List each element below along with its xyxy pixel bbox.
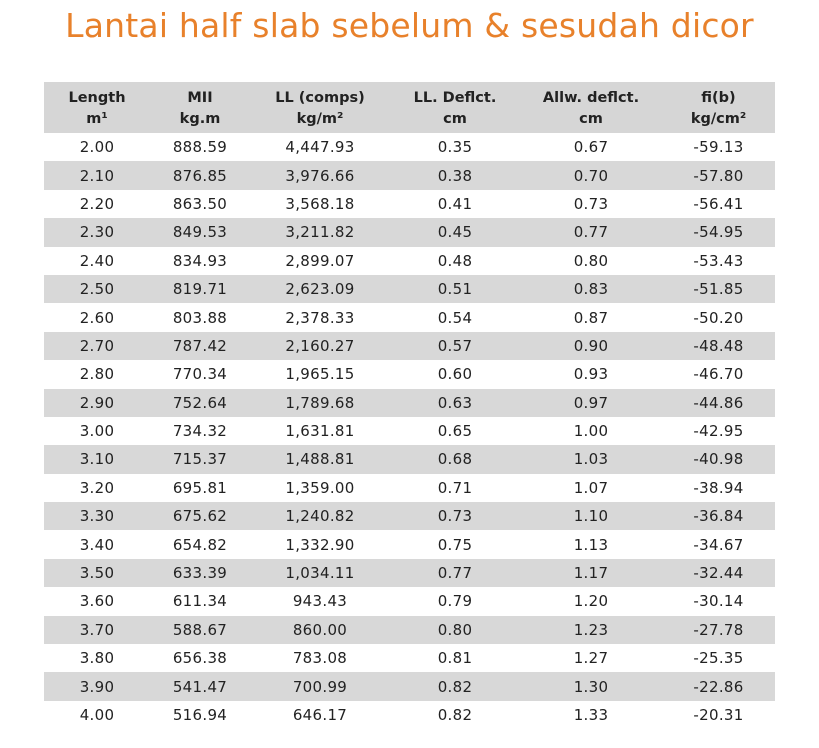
table-body bbox=[44, 133, 775, 729]
table-row bbox=[44, 474, 775, 502]
table-cell: -59.13 bbox=[693, 138, 744, 157]
table-row bbox=[44, 445, 775, 473]
table-cell: -27.78 bbox=[662, 616, 775, 644]
table-cell: 1.00 bbox=[573, 422, 609, 441]
table-row bbox=[44, 417, 775, 445]
table-cell: 2.20 bbox=[79, 194, 115, 213]
table-cell: 633.39 bbox=[150, 559, 250, 587]
table-cell: 3,568.18 bbox=[285, 194, 355, 213]
table-cell: 3.80 bbox=[79, 649, 115, 668]
table-row bbox=[44, 587, 775, 615]
table-cell: 1.03 bbox=[520, 445, 662, 473]
table-cell: 1.27 bbox=[573, 649, 609, 668]
table-cell: 2,623.09 bbox=[250, 275, 390, 303]
table-cell: -50.20 bbox=[693, 308, 744, 327]
column-header bbox=[44, 82, 150, 133]
table-cell: 770.34 bbox=[172, 365, 228, 384]
table-cell: 0.82 bbox=[437, 706, 473, 724]
table-cell: 0.90 bbox=[520, 332, 662, 360]
table-cell: 3.00 bbox=[79, 422, 115, 441]
table-cell: 1.10 bbox=[520, 502, 662, 530]
table-cell: 3.10 bbox=[44, 445, 150, 473]
table-cell: 0.77 bbox=[390, 559, 520, 587]
table-row bbox=[44, 644, 775, 672]
column-header-label: fi(b) bbox=[701, 90, 736, 106]
table-cell: 516.94 bbox=[172, 706, 228, 724]
column-header bbox=[662, 82, 775, 133]
table-cell: 654.82 bbox=[172, 535, 228, 554]
table-cell: 943.43 bbox=[292, 592, 348, 611]
table-cell: 0.38 bbox=[390, 161, 520, 189]
column-header bbox=[390, 82, 520, 133]
column-header bbox=[250, 82, 390, 133]
table-cell: 675.62 bbox=[150, 502, 250, 530]
table-cell: 656.38 bbox=[172, 649, 228, 668]
table-row bbox=[44, 616, 775, 644]
table-cell: 752.64 bbox=[150, 389, 250, 417]
table-cell: -44.86 bbox=[662, 389, 775, 417]
column-header-unit: kg/m² bbox=[296, 111, 344, 127]
table-row bbox=[44, 332, 775, 360]
table-cell: 2.80 bbox=[79, 365, 115, 384]
table-cell: 2.00 bbox=[79, 138, 115, 157]
column-header-unit: cm bbox=[579, 111, 603, 127]
table-cell: 2.90 bbox=[44, 389, 150, 417]
column-header bbox=[150, 82, 250, 133]
column-header bbox=[520, 82, 662, 133]
table-header bbox=[44, 82, 775, 133]
table-cell: 1.07 bbox=[573, 478, 609, 497]
table-cell: 3.30 bbox=[44, 502, 150, 530]
table-cell: 1,965.15 bbox=[285, 365, 355, 384]
table-row bbox=[44, 133, 775, 161]
column-header-label: Allw. deflct. bbox=[542, 90, 640, 106]
table-cell: 4,447.93 bbox=[285, 138, 355, 157]
table-cell: -46.70 bbox=[693, 365, 744, 384]
table-cell: 646.17 bbox=[292, 706, 348, 724]
table-cell: 734.32 bbox=[172, 422, 228, 441]
table-row bbox=[44, 530, 775, 558]
table-cell: 0.67 bbox=[573, 138, 609, 157]
table-cell: 849.53 bbox=[150, 218, 250, 246]
table-cell: 3.70 bbox=[44, 616, 150, 644]
table-cell: 1,631.81 bbox=[285, 422, 355, 441]
table-cell: 1.33 bbox=[573, 706, 609, 724]
table-cell: 715.37 bbox=[150, 445, 250, 473]
table-row bbox=[44, 247, 775, 275]
table-cell: 0.48 bbox=[437, 251, 473, 270]
table-row bbox=[44, 502, 775, 530]
table-cell: -57.80 bbox=[662, 161, 775, 189]
table-cell: 1.17 bbox=[520, 559, 662, 587]
table-cell: 0.80 bbox=[390, 616, 520, 644]
table-cell: 1.13 bbox=[573, 535, 609, 554]
table-cell: 1,789.68 bbox=[250, 389, 390, 417]
table-row bbox=[44, 190, 775, 218]
table-cell: -20.31 bbox=[693, 706, 744, 724]
table-cell: 2,378.33 bbox=[285, 308, 355, 327]
table-cell: -42.95 bbox=[693, 422, 744, 441]
table-cell: 0.97 bbox=[520, 389, 662, 417]
table-cell: 0.80 bbox=[573, 251, 609, 270]
table-row bbox=[44, 360, 775, 388]
table-cell: 1.30 bbox=[520, 672, 662, 700]
table-cell: -54.95 bbox=[662, 218, 775, 246]
table-cell: 2.70 bbox=[44, 332, 150, 360]
table-cell: 0.65 bbox=[437, 422, 473, 441]
table-cell: 695.81 bbox=[172, 478, 228, 497]
table-cell: 0.70 bbox=[520, 161, 662, 189]
table-cell: 0.51 bbox=[390, 275, 520, 303]
table-cell: -25.35 bbox=[693, 649, 744, 668]
table-cell: 0.63 bbox=[390, 389, 520, 417]
table-cell: 0.71 bbox=[437, 478, 473, 497]
table-cell: 0.57 bbox=[390, 332, 520, 360]
table-cell: 0.93 bbox=[573, 365, 609, 384]
table-cell: 0.82 bbox=[390, 672, 520, 700]
column-header-label: MII bbox=[187, 90, 213, 106]
table-cell: 4.00 bbox=[79, 706, 115, 724]
table-cell: -38.94 bbox=[693, 478, 744, 497]
table-cell: 2,899.07 bbox=[285, 251, 355, 270]
table-cell: -30.14 bbox=[693, 592, 744, 611]
table-row bbox=[44, 275, 775, 303]
table-cell: 1,488.81 bbox=[250, 445, 390, 473]
table-cell: 0.54 bbox=[437, 308, 473, 327]
data-table bbox=[44, 82, 775, 729]
table-cell: 3.50 bbox=[44, 559, 150, 587]
table-cell: -22.86 bbox=[662, 672, 775, 700]
page-title: Lantai half slab sebelum & sesudah dicor bbox=[65, 6, 754, 45]
table-cell: 834.93 bbox=[172, 251, 228, 270]
column-header-label: Length bbox=[68, 90, 126, 106]
table-cell: 3,211.82 bbox=[250, 218, 390, 246]
table-cell: 1,359.00 bbox=[285, 478, 355, 497]
table-cell: 0.87 bbox=[573, 308, 609, 327]
table-cell: 0.77 bbox=[520, 218, 662, 246]
table-cell: 0.81 bbox=[437, 649, 473, 668]
table-cell: 2.60 bbox=[79, 308, 115, 327]
table-cell: 819.71 bbox=[150, 275, 250, 303]
table-cell: -34.67 bbox=[693, 535, 744, 554]
table-cell: 611.34 bbox=[172, 592, 228, 611]
table-cell: 2.50 bbox=[44, 275, 150, 303]
table-cell: 0.75 bbox=[437, 535, 473, 554]
table-cell: -56.41 bbox=[693, 194, 744, 213]
table-header-row bbox=[44, 82, 775, 133]
table-cell: 0.73 bbox=[390, 502, 520, 530]
table-cell: 803.88 bbox=[172, 308, 228, 327]
table-cell: 3,976.66 bbox=[250, 161, 390, 189]
table-cell: -53.43 bbox=[693, 251, 744, 270]
table-row bbox=[44, 701, 775, 729]
table-cell: 876.85 bbox=[150, 161, 250, 189]
table-cell: 588.67 bbox=[150, 616, 250, 644]
table-cell: 3.40 bbox=[79, 535, 115, 554]
table-cell: 1.23 bbox=[520, 616, 662, 644]
table-row bbox=[44, 672, 775, 700]
table-cell: 888.59 bbox=[172, 138, 228, 157]
table-cell: 2.10 bbox=[44, 161, 150, 189]
table-cell: 0.73 bbox=[573, 194, 609, 213]
table-cell: 0.83 bbox=[520, 275, 662, 303]
table-row bbox=[44, 303, 775, 331]
table-row bbox=[44, 218, 775, 246]
table-cell: 0.41 bbox=[437, 194, 473, 213]
table-cell: 1.20 bbox=[573, 592, 609, 611]
table-row bbox=[44, 559, 775, 587]
column-header-label: LL. Deflct. bbox=[413, 90, 497, 106]
table-cell: 3.60 bbox=[79, 592, 115, 611]
table-cell: 787.42 bbox=[150, 332, 250, 360]
table-cell: -51.85 bbox=[662, 275, 775, 303]
table-cell: 0.60 bbox=[437, 365, 473, 384]
table-row bbox=[44, 161, 775, 189]
table-cell: 2.40 bbox=[79, 251, 115, 270]
table-cell: 1,034.11 bbox=[250, 559, 390, 587]
table-cell: -36.84 bbox=[662, 502, 775, 530]
table-cell: -40.98 bbox=[662, 445, 775, 473]
table-cell: 2,160.27 bbox=[250, 332, 390, 360]
table-cell: 2.30 bbox=[44, 218, 150, 246]
table-cell: 1,240.82 bbox=[250, 502, 390, 530]
column-header-unit: m¹ bbox=[86, 111, 108, 127]
column-header-unit: kg.m bbox=[179, 111, 221, 127]
table-cell: 3.20 bbox=[79, 478, 115, 497]
table-cell: 700.99 bbox=[250, 672, 390, 700]
table-cell: 0.45 bbox=[390, 218, 520, 246]
table-cell: 783.08 bbox=[292, 649, 348, 668]
table-row bbox=[44, 389, 775, 417]
table-cell: -48.48 bbox=[662, 332, 775, 360]
table-cell: 0.68 bbox=[390, 445, 520, 473]
table-cell: 0.35 bbox=[437, 138, 473, 157]
table-cell: -32.44 bbox=[662, 559, 775, 587]
column-header-unit: kg/cm² bbox=[690, 111, 747, 127]
table-cell: 1,332.90 bbox=[285, 535, 355, 554]
table-cell: 0.79 bbox=[437, 592, 473, 611]
table-cell: 863.50 bbox=[172, 194, 228, 213]
table-cell: 541.47 bbox=[150, 672, 250, 700]
table-cell: 3.90 bbox=[44, 672, 150, 700]
column-header-unit: cm bbox=[443, 111, 467, 127]
column-header-label: LL (comps) bbox=[275, 90, 365, 106]
table-cell: 860.00 bbox=[250, 616, 390, 644]
